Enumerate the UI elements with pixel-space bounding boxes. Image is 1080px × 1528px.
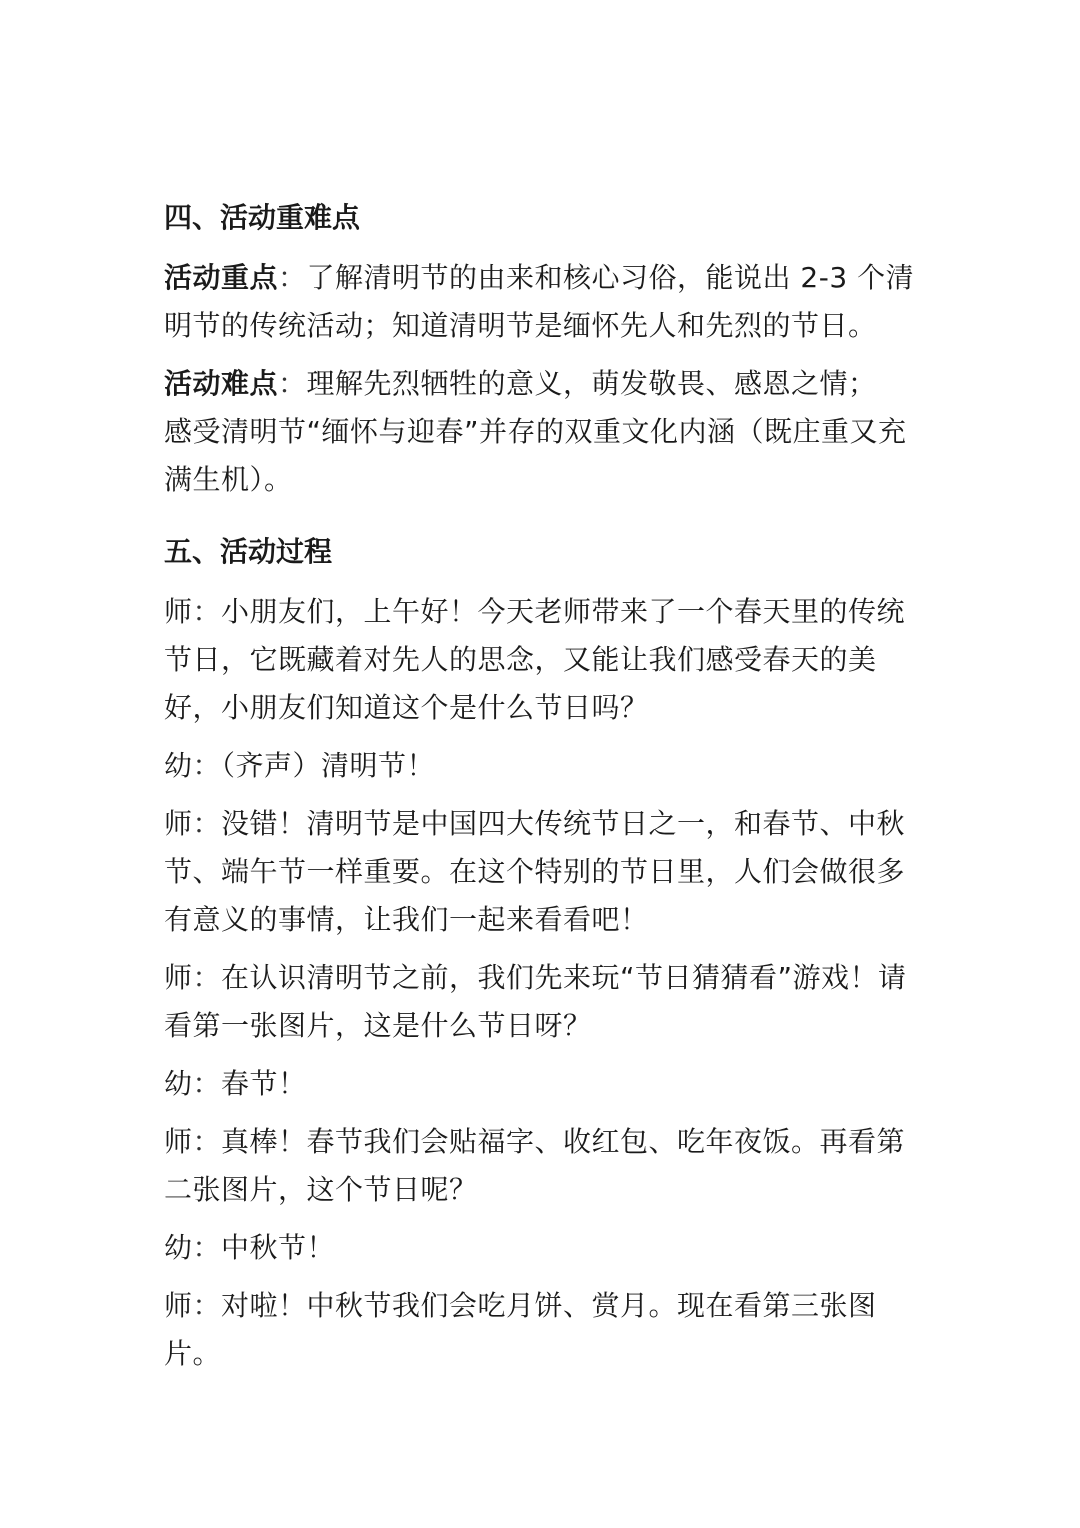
speaker-label: 幼 <box>164 749 193 782</box>
dialogue-line <box>164 1060 924 1108</box>
dialogue-text: 在认识清明节之前，我们先来玩“节日猜猜看”游戏！请看第一张图片，这是什么节日呀？ <box>164 961 907 1042</box>
dialogue-text: 对啦！中秋节我们会吃月饼、赏月。现在看第三张图片。 <box>164 1289 877 1370</box>
speaker-label: 师 <box>164 595 193 628</box>
dialogue-text: 中秋节！ <box>221 1231 336 1264</box>
separator: ： <box>192 595 222 628</box>
dialogue-line <box>164 742 924 790</box>
dialogue-line <box>164 800 924 944</box>
key-point-label: 活动重点 <box>164 261 279 294</box>
speaker-label: 师 <box>164 1125 193 1158</box>
separator: ： <box>192 1289 222 1322</box>
dialogue-line <box>164 1282 924 1378</box>
speaker-label: 幼 <box>164 1231 193 1264</box>
dialogue-line <box>164 1224 924 1272</box>
speaker-label: 师 <box>164 1289 193 1322</box>
difficult-point-text-line1: 理解先烈牺牲的意义，萌发敬畏、感恩之情； <box>306 367 877 400</box>
speaker-label: 师 <box>164 961 193 994</box>
difficult-point-label: 活动难点 <box>164 367 279 400</box>
separator: ： <box>192 749 222 782</box>
key-point-paragraph <box>164 254 924 350</box>
dialogue-line <box>164 1118 924 1214</box>
key-point-text: 了解清明节的由来和核心习俗，能说出 2-3 个清明节的传统活动；知道清明节是缅怀先人和先烈的节日。 <box>164 261 915 342</box>
dialogue-text: 真棒！春节我们会贴福字、收红包、吃年夜饭。再看第二张图片，这个节日呢？ <box>164 1125 906 1206</box>
separator: ： <box>192 807 222 840</box>
separator: ： <box>192 1231 222 1264</box>
speaker-label: 幼 <box>164 1067 193 1100</box>
separator: ： <box>278 261 307 294</box>
document-page <box>164 196 924 1388</box>
separator: ： <box>192 1067 222 1100</box>
section-heading-activity-process: 五、活动过程 <box>164 535 333 568</box>
speaker-label: 师 <box>164 807 193 840</box>
dialogue-text: （齐声）清明节！ <box>221 749 436 782</box>
dialogue-line <box>164 954 924 1050</box>
dialogue-line <box>164 588 924 732</box>
difficult-point-paragraph <box>164 360 924 504</box>
dialogue-text: 春节！ <box>221 1067 307 1100</box>
dialogue-text: 没错！清明节是中国四大传统节日之一，和春节、中秋节、端午节一样重要。在这个特别的节日里，人们会做很多有意义的事情，让我们一起来看看吧！ <box>164 807 906 936</box>
dialogue-text: 小朋友们，上午好！今天老师带来了一个春天里的传统节日，它既藏着对先人的思念，又能让我们感受春天的美好，小朋友们知道这个是什么节日吗？ <box>164 595 906 724</box>
difficult-point-text-line2: 感受清明节“缅怀与迎春”并存的双重文化内涵（既庄重又充满生机）。 <box>164 415 907 496</box>
separator: ： <box>192 961 222 994</box>
separator: ： <box>192 1125 222 1158</box>
separator: ： <box>278 367 307 400</box>
section-heading-key-difficult-points: 四、活动重难点 <box>164 201 361 234</box>
